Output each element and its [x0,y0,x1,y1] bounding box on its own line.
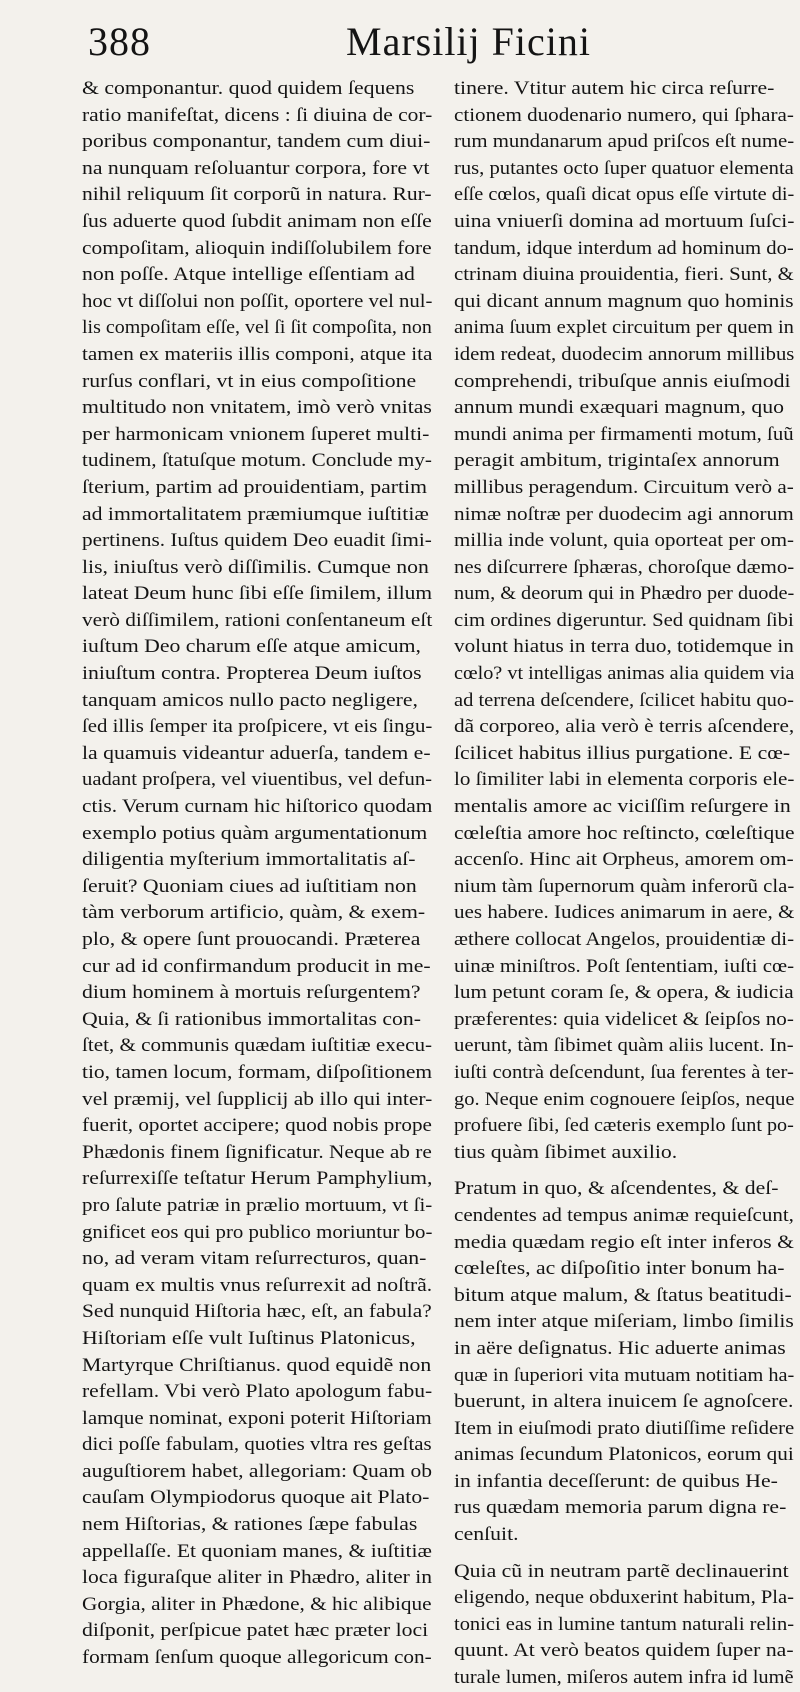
text-line: millibus peragendum. Circuitum verò a- [454,476,794,498]
text-line: quam ex multis vnus reſurrexit ad noſtrã. [82,1274,433,1296]
text-line: comprehendi, tribuſque annis eiuſmodi [454,370,791,392]
text-line: mentalis amore ac viciſſim reſurgere in [454,796,791,818]
paragraph-gap [454,1166,794,1176]
text-line: tamen ex materiis illis componi, atque ita [82,343,433,365]
text-line: num, & deorum qui in Phædro per duode- [454,583,795,605]
text-line: dium hominem à mortuis reſurgentem? [82,982,421,1004]
text-line: lis compoſitam eſſe, vel ſi ſit compoſita, non [82,317,432,339]
text-line: vel præmij, vel ſupplicij ab illo qui inter- [82,1088,433,1110]
text-line: præferentes: quia videlicet & ſeipſos no- [454,1008,794,1030]
text-line: tudinem, ſtatuſque motum. Conclude my- [82,450,432,472]
text-line: Hiſtoriam eſſe vult Iuſtinus Platonicus, [82,1327,416,1349]
text-line: Pratum in quo, & aſcendentes, & deſ- [454,1178,779,1200]
text-line: iniuſtum contra. Propterea Deum iuſtos [82,663,422,685]
text-line: go. Neque enim cognouere ſeipſos, neque [454,1088,795,1110]
text-line: nihil reliquum ſit corporũ in natura. Rur- [82,184,432,206]
text-line: uina vniuerſi domina ad mortuum ſuſci- [454,210,795,232]
left-text-column [82,76,433,1669]
text-line: ratio manifeſtat, dicens : ſi diuina de cor- [82,104,433,126]
text-line: profuere ſibi, ſed cæteris exemplo ſunt po- [454,1115,794,1137]
text-line: quæ in ſuperiori vita mutuam notitiam ha- [454,1364,795,1386]
text-line: cim ordines digeruntur. Sed quidnam ſibi [454,609,794,631]
text-line: rus, putantes octo ſuper quatuor elementa [454,157,794,179]
text-line: uadant proſpera, vel viuentibus, vel defun- [82,769,432,791]
text-line: animas ſecundum Platonicos, eorum qui [454,1444,794,1466]
text-line: cauſam Olympiodorus quoque ait Plato- [82,1487,430,1509]
text-line: uerunt, tàm ſibimet quàm aliis lucent. In- [454,1035,794,1057]
text-line: cœleſtes, ac diſpoſitio inter bonum ha- [454,1258,785,1280]
text-line: annum mundi exæquari magnum, quo [454,397,784,419]
text-line: uinæ miniſtros. Poſt ſententiam, iuſti cœ- [454,955,795,977]
text-line: nimæ noſtræ per duodecim agi annorum [454,503,794,525]
text-line: ſterium, partim ad prouidentiam, partim [82,476,427,498]
text-line: cendentes ad tempus animæ requieſcunt, [454,1204,794,1226]
text-line: no, ad veram vitam reſurrecturos, quan- [82,1248,427,1270]
text-line: ſeruit? Quoniam ciues ad iuſtitiam non [82,875,417,897]
text-line: ues habere. Iudices animarum in aere, & [454,902,795,924]
text-line: rurſus conflari, vt in eius compoſitione [82,370,417,392]
text-line: iuſti contrà deſcendunt, ſua ferentes à ter- [454,1061,794,1083]
text-line: cur ad id confirmandum producit in me- [82,955,431,977]
text-line: lateat Deum hunc ſibi eſſe ſimilem, illum [82,583,433,605]
text-line: idem redeat, duodecim annorum millibus [454,343,795,365]
text-line: loca figuraſque aliter in Phædro, aliter in [82,1567,433,1589]
text-line: lo ſimiliter labi in elementa corporis ele- [454,769,795,791]
text-line: accenſo. Hinc ait Orpheus, amorem om- [454,849,794,871]
text-line: na nunquam reſoluantur corpora, fore vt [82,157,430,179]
text-line: compoſitam, alioquin indiſſolubilem fore [82,237,432,259]
page-number: 388 [88,19,151,64]
right-text-column [454,76,795,1689]
text-line: Gorgia, aliter in Phædone, & hic alibique [82,1593,432,1615]
text-line: per harmonicam vnionem ſuperet multi- [82,423,430,445]
text-line: in aëre deſignatus. Hic aduerte animas [454,1337,786,1359]
text-line: ſus aduerte quod ſubdit animam non eſſe [82,210,432,232]
text-line: auguſtiorem habet, allegoriam: Quam ob [82,1460,433,1482]
text-line: tanquam amicos nullo pacto negligere, [82,689,418,711]
text-line: tio, tamen locum, formam, diſpoſitionem [82,1061,433,1083]
text-line: Quia, & ſi rationibus immortalitas con- [82,1008,421,1030]
text-line: Item in eiuſmodi prato diutiſſime reſidere [454,1417,795,1439]
text-line: ſed illis ſemper ita proſpicere, vt eis ſingu- [82,716,433,738]
text-line: æthere collocat Angelos, prouidentiæ di- [454,929,795,950]
text-line: ctionem duodenario numero, qui ſphara- [454,104,794,126]
text-line: pertinens. Iuſtus quidem Deo euadit ſimi- [82,530,432,552]
text-line: dã corporeo, alia verò è terris aſcendere, [454,716,795,738]
text-line: & componantur. quod quidem ſequens [82,78,415,99]
text-line: tinere. Vtitur autem hic circa reſurre- [454,78,775,99]
text-line: turale lumen, miſeros autem infra id lumẽ [454,1667,794,1689]
text-line: nem Hiſtorias, & rationes ſæpe fabulas [82,1514,418,1536]
text-line: bitum atque malum, & ſtatus beatitudi- [454,1284,792,1306]
text-line: eligendo, neque obduxerint habitum, Pla- [454,1587,794,1609]
text-line: buerunt, in altera inuicem ſe agnoſcere. [454,1391,794,1413]
text-line: Sed nunquid Hiſtoria hæc, eſt, an fabula? [82,1301,432,1323]
text-line: rum mundanarum apud priſcos eſt nume- [454,131,795,153]
text-line: millia inde volunt, quia oporteat per om- [454,530,795,552]
text-line: ſcilicet habitus illius purgatione. E cœ- [454,742,791,764]
text-line: diſponit, perſpicue patet hæc præter loci [82,1620,429,1642]
text-line: peragit ambitum, trigintaſex annorum [454,450,780,472]
text-line: verò diſſimilem, rationi conſentaneum eſt [82,609,433,631]
text-line: nium tàm ſupernorum quàm inferorũ cla- [454,875,795,897]
text-line: Phædonis finem ſignificatur. Neque ab re [82,1141,432,1163]
text-line: rus quædam memoria parum digna re- [454,1497,787,1519]
text-line: refellam. Vbi verò Plato apologum fabu- [82,1381,433,1403]
text-line: non poſſe. Atque intellige eſſentiam ad [82,264,415,286]
paragraph-gap [454,1549,794,1559]
text-line: nem inter atque miſeriam, limbo ſimilis [454,1311,794,1333]
text-line: tius quàm ſibimet auxilio. [454,1141,678,1163]
text-line: Martyrque Chriſtianus. quod equidẽ non [82,1354,432,1376]
text-line: mundi anima per firmamenti motum, ſuũ [454,423,794,445]
text-line: fuerit, oportet accipere; quod nobis prope [82,1115,432,1137]
text-line: diligentia myſterium immortalitatis aſ- [82,849,416,871]
text-line: tonici eas in lumine tantum naturali relin- [454,1613,795,1635]
text-line: quunt. At verò beatos quidem ſuper na- [454,1640,794,1662]
text-line: formam ſenſum quoque allegoricum con- [82,1647,432,1669]
text-line: anima ſuum explet circuitum per quem in [454,317,794,339]
text-line: multitudo non vnitatem, imò verò vnitas [82,397,432,419]
text-line: media quædam regio eſt inter inferos & [454,1231,794,1253]
text-line: tàm verborum artificio, quàm, & exem- [82,902,426,924]
text-line: iuſtum Deo charum eſſe atque amicum, [82,636,421,658]
text-line: ctrinam diuina prouidentia, fieri. Sunt, & [454,264,794,286]
text-line: in infantia deceſſerunt: de quibus He- [454,1470,778,1492]
text-line: reſurrexiſſe teſtatur Herum Pamphylium, [82,1168,433,1190]
text-line: lamque nominat, exponi poterit Hiſtoriam [82,1407,432,1429]
text-line: plo, & opere ſunt prouocandi. Præterea [82,929,421,950]
text-line: eſſe cœlos, quaſi dicat opus eſſe virtute di- [454,184,795,206]
text-line: cenſuit. [454,1524,519,1546]
text-line: tandum, idque interdum ad hominum do- [454,237,794,259]
text-line: la quamuis videantur aduerſa, tandem e- [82,742,431,764]
text-line: ad terrena deſcendere, ſcilicet habitu quo- [454,689,794,711]
text-line: appellaſſe. Et quoniam manes, & iuſtitiæ [82,1540,432,1562]
text-line: qui dicant annum magnum quo hominis [454,290,794,312]
text-line: pro ſalute patriæ in prælio mortuum, vt ſi- [82,1194,433,1216]
text-line: Quia cũ in neutram partẽ declinauerint [454,1560,789,1582]
text-line: exemplo potius quàm argumentationum [82,822,428,844]
text-line: ctis. Verum curnam hic hiſtorico quodam [82,796,433,818]
text-line: gnificet eos qui pro publico moriuntur bo- [82,1221,433,1243]
text-line: lis, iniuſtus verò diſſimilis. Cumque non [82,556,429,578]
text-line: cœlo? vt intelligas animas alia quidem via [454,663,795,685]
text-line: ſtet, & communis quædam iuſtitiæ execu- [82,1035,433,1057]
text-line: hoc vt diſſolui non poſſit, oportere vel nul- [82,290,433,312]
text-line: ad immortalitatem præmiumque iuſtitiæ [82,503,429,525]
text-line: cœleſtia amore hoc reſtincto, cœleſtique [454,822,795,844]
text-line: nes diſcurrere ſphæras, choroſque dæmo- [454,556,795,578]
text-line: dici poſſe fabulam, quoties vltra res geſtas [82,1434,432,1456]
text-line: volunt hiatus in terra duo, totidemque in [454,636,794,658]
page-header [88,14,591,70]
text-line: poribus componantur, tandem cum diui- [82,131,431,153]
running-head: Marsilij Ficini [346,19,591,64]
text-line: lum petunt coram ſe, & opera, & iudicia [454,982,794,1004]
